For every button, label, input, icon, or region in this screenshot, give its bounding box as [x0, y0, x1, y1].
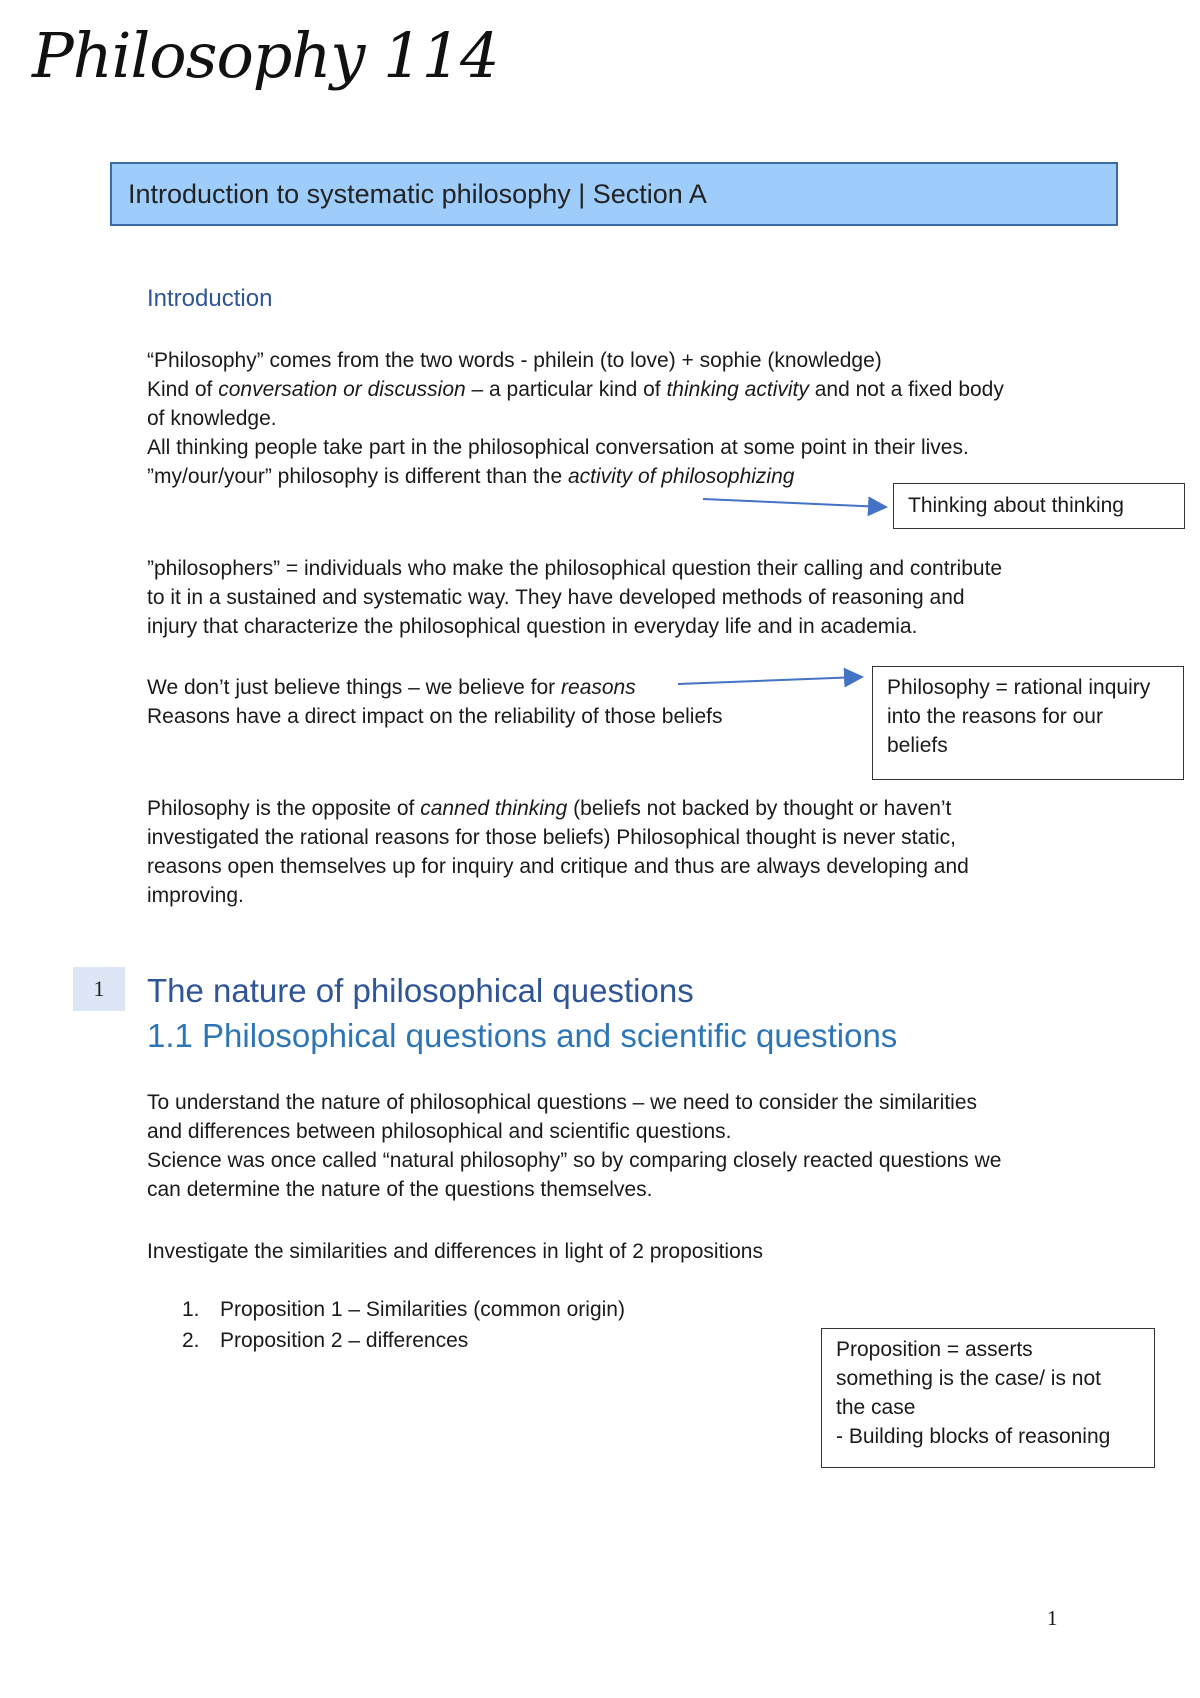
note-proposition-definition: Proposition = asserts something is the case/ is not the case - Building blocks of reasoning — [821, 1328, 1155, 1468]
body-line: and differences between philosophical and scientific questions. — [147, 1120, 732, 1143]
intro-line: We don’t just believe things – we believe for reasons — [147, 676, 636, 699]
intro-line: Philosophy is the opposite of canned thinking (beliefs not backed by thought or haven’t — [147, 797, 952, 820]
intro-line: investigated the rational reasons for those beliefs) Philosophical thought is never static, — [147, 826, 956, 849]
intro-line: reasons open themselves up for inquiry and critique and thus are always developing and — [147, 855, 969, 878]
section-heading: The nature of philosophical questions — [147, 972, 694, 1009]
intro-paragraph-3 — [147, 673, 722, 731]
intro-paragraph-4 — [147, 794, 969, 910]
intro-line: to it in a sustained and systematic way. They have developed methods of reasoning and — [147, 586, 965, 609]
document-title: Philosophy 114 — [32, 19, 499, 92]
list-item: 2. Proposition 2 – differences — [182, 1329, 469, 1352]
body-line: To understand the nature of philosophical questions – we need to consider the similarities — [147, 1091, 978, 1114]
intro-line: injury that characterize the philosophical question in everyday life and in academia. — [147, 615, 918, 638]
intro-line: Kind of conversation or discussion – a particular kind of thinking activity and not a fixed body — [147, 378, 1004, 401]
body-line: Investigate the similarities and differences in light of 2 propositions — [147, 1240, 763, 1263]
note-rational-inquiry: Philosophy = rational inquiry into the reasons for our beliefs — [872, 666, 1184, 780]
intro-paragraph-1 — [147, 346, 1004, 491]
section1-paragraph-1 — [147, 1088, 1001, 1204]
banner-text: Introduction to systematic philosophy | Section A — [128, 178, 707, 209]
subsection-heading: 1.1 Philosophical questions and scientific questions — [147, 1017, 898, 1054]
intro-line: improving. — [147, 884, 244, 907]
arrow-to-thinking-note — [703, 499, 884, 507]
intro-line: ”philosophers” = individuals who make the philosophical question their calling and contribute — [147, 557, 1003, 580]
intro-heading: Introduction — [147, 285, 273, 312]
intro-line: “Philosophy” comes from the two words - philein (to love) + sophie (knowledge) — [147, 349, 882, 372]
intro-line: All thinking people take part in the philosophical conversation at some point in their lives. — [147, 436, 969, 459]
section1-paragraph-2 — [147, 1237, 763, 1266]
body-line: Science was once called “natural philosophy” so by comparing closely reacted questions we — [147, 1149, 1002, 1172]
intro-line: of knowledge. — [147, 407, 277, 430]
propositions-list — [182, 1294, 625, 1356]
list-item: 1. Proposition 1 – Similarities (common origin) — [182, 1298, 625, 1321]
section-number-badge: 1 — [73, 967, 125, 1011]
intro-line: Reasons have a direct impact on the reliability of those beliefs — [147, 705, 723, 728]
section-banner — [110, 162, 1118, 226]
intro-paragraph-2 — [147, 554, 1002, 641]
intro-line: ”my/our/your” philosophy is different than the activity of philosophizing — [147, 465, 795, 488]
body-line: can determine the nature of the questions themselves. — [147, 1178, 653, 1201]
page-number: 1 — [1047, 1606, 1058, 1630]
note-thinking-about-thinking: Thinking about thinking — [893, 483, 1185, 529]
